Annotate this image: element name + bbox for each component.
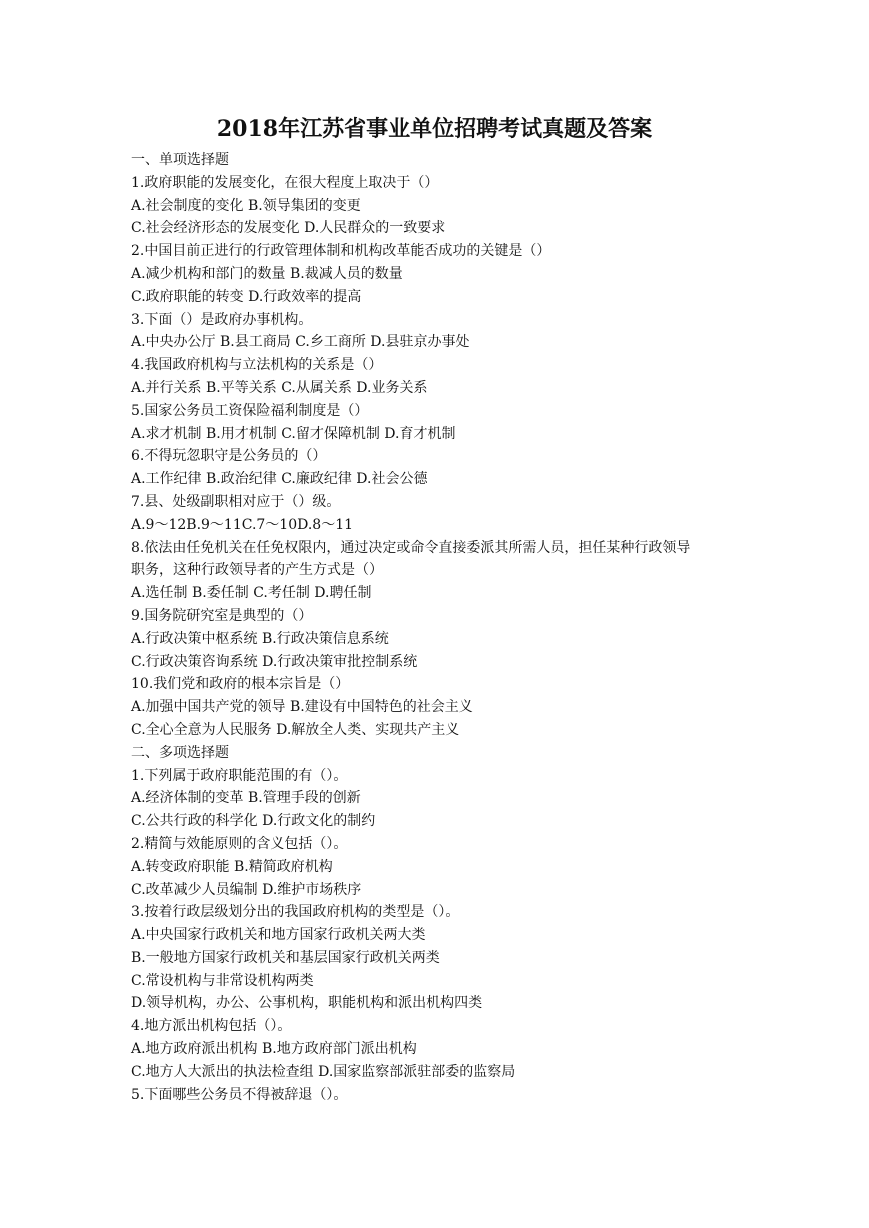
text-line: 2.中国目前正进行的行政管理体制和机构改革能否成功的关键是（） (131, 243, 551, 260)
text-line: 10.我们党和政府的根本宗旨是（） (131, 676, 350, 693)
text-line: 6.不得玩忽职守是公务员的（） (131, 448, 327, 465)
text-line: 1.政府职能的发展变化，在很大程度上取决于（） (131, 174, 439, 191)
text-line: A.选任制 B.委任制 C.考任制 D.聘任制 (131, 585, 372, 602)
text-line: 9.国务院研究室是典型的（） (131, 607, 313, 624)
text-line: C.地方人大派出的执法检查组 D.国家监察部派驻部委的监察局 (131, 1063, 516, 1080)
text-line: C.行政决策咨询系统 D.行政决策审批控制系统 (131, 653, 418, 670)
text-line: C.政府职能的转变 D.行政效率的提高 (131, 288, 362, 305)
text-line: 3.按着行政层级划分出的我国政府机构的类型是（）。 (131, 904, 460, 921)
text-line: 一、单项选择题 (131, 152, 229, 168)
text-line: A.减少机构和部门的数量 B.裁减人员的数量 (131, 265, 403, 282)
text-line: 职务，这种行政领导者的产生方式是（） (131, 562, 383, 579)
text-line: A.转变政府职能 B.精简政府机构 (131, 858, 333, 875)
document-title: 2018年江苏省事业单位招聘考试真题及答案 (216, 116, 653, 142)
text-line: B.一般地方国家行政机关和基层国家行政机关两类 (131, 949, 440, 966)
text-line: C.全心全意为人民服务 D.解放全人类、实现共产主义 (131, 721, 460, 738)
text-line: A.社会制度的变化 B.领导集团的变更 (131, 197, 361, 214)
text-line: A.9～12B.9～11C.7～10D.8～11 (131, 516, 354, 533)
text-line: A.中央国家行政机关和地方国家行政机关两大类 (131, 927, 426, 944)
text-line: 8.依法由任免机关在任免权限内，通过决定或命令直接委派其所需人员，担任某种行政领导 (131, 539, 691, 556)
text-line: A.并行关系 B.平等关系 C.从属关系 D.业务关系 (131, 379, 428, 396)
text-line: 2.精简与效能原则的含义包括（）。 (131, 835, 348, 852)
text-line: A.求才机制 B.用才机制 C.留才保障机制 D.育才机制 (131, 425, 456, 442)
text-line: 4.我国政府机构与立法机构的关系是（） (131, 357, 383, 374)
text-line: 1.下列属于政府职能范围的有（）。 (131, 767, 348, 784)
text-line: A.行政决策中枢系统 B.行政决策信息系统 (131, 630, 389, 647)
text-line: 3.下面（）是政府办事机构。 (131, 311, 313, 328)
text-line: A.经济体制的变革 B.管理手段的创新 (131, 790, 361, 807)
text-line: 4.地方派出机构包括（）。 (131, 1018, 292, 1035)
text-line: 二、多项选择题 (131, 744, 229, 761)
text-line: C.公共行政的科学化 D.行政文化的制约 (131, 813, 376, 830)
text-line: C.社会经济形态的发展变化 D.人民群众的一致要求 (131, 220, 446, 237)
text-line: A.加强中国共产党的领导 B.建设有中国特色的社会主义 (131, 699, 473, 716)
text-line: A.工作纪律 B.政治纪律 C.廉政纪律 D.社会公德 (131, 471, 428, 488)
text-line: C.改革减少人员编制 D.维护市场秩序 (131, 881, 362, 898)
text-line: C.常设机构与非常设机构两类 (131, 972, 314, 989)
text-line: A.中央办公厅 B.县工商局 C.乡工商所 D.县驻京办事处 (131, 334, 470, 351)
text-line: 5.国家公务员工资保险福利制度是（） (131, 402, 369, 419)
text-line: 7.县、处级副职相对应于（）级。 (131, 493, 341, 510)
text-line: 5.下面哪些公务员不得被辞退（）。 (131, 1086, 348, 1103)
document-body (131, 149, 731, 1106)
text-line: A.地方政府派出机构 B.地方政府部门派出机构 (131, 1041, 417, 1058)
text-line: D.领导机构，办公、公事机构，职能机构和派出机构四类 (131, 995, 483, 1012)
